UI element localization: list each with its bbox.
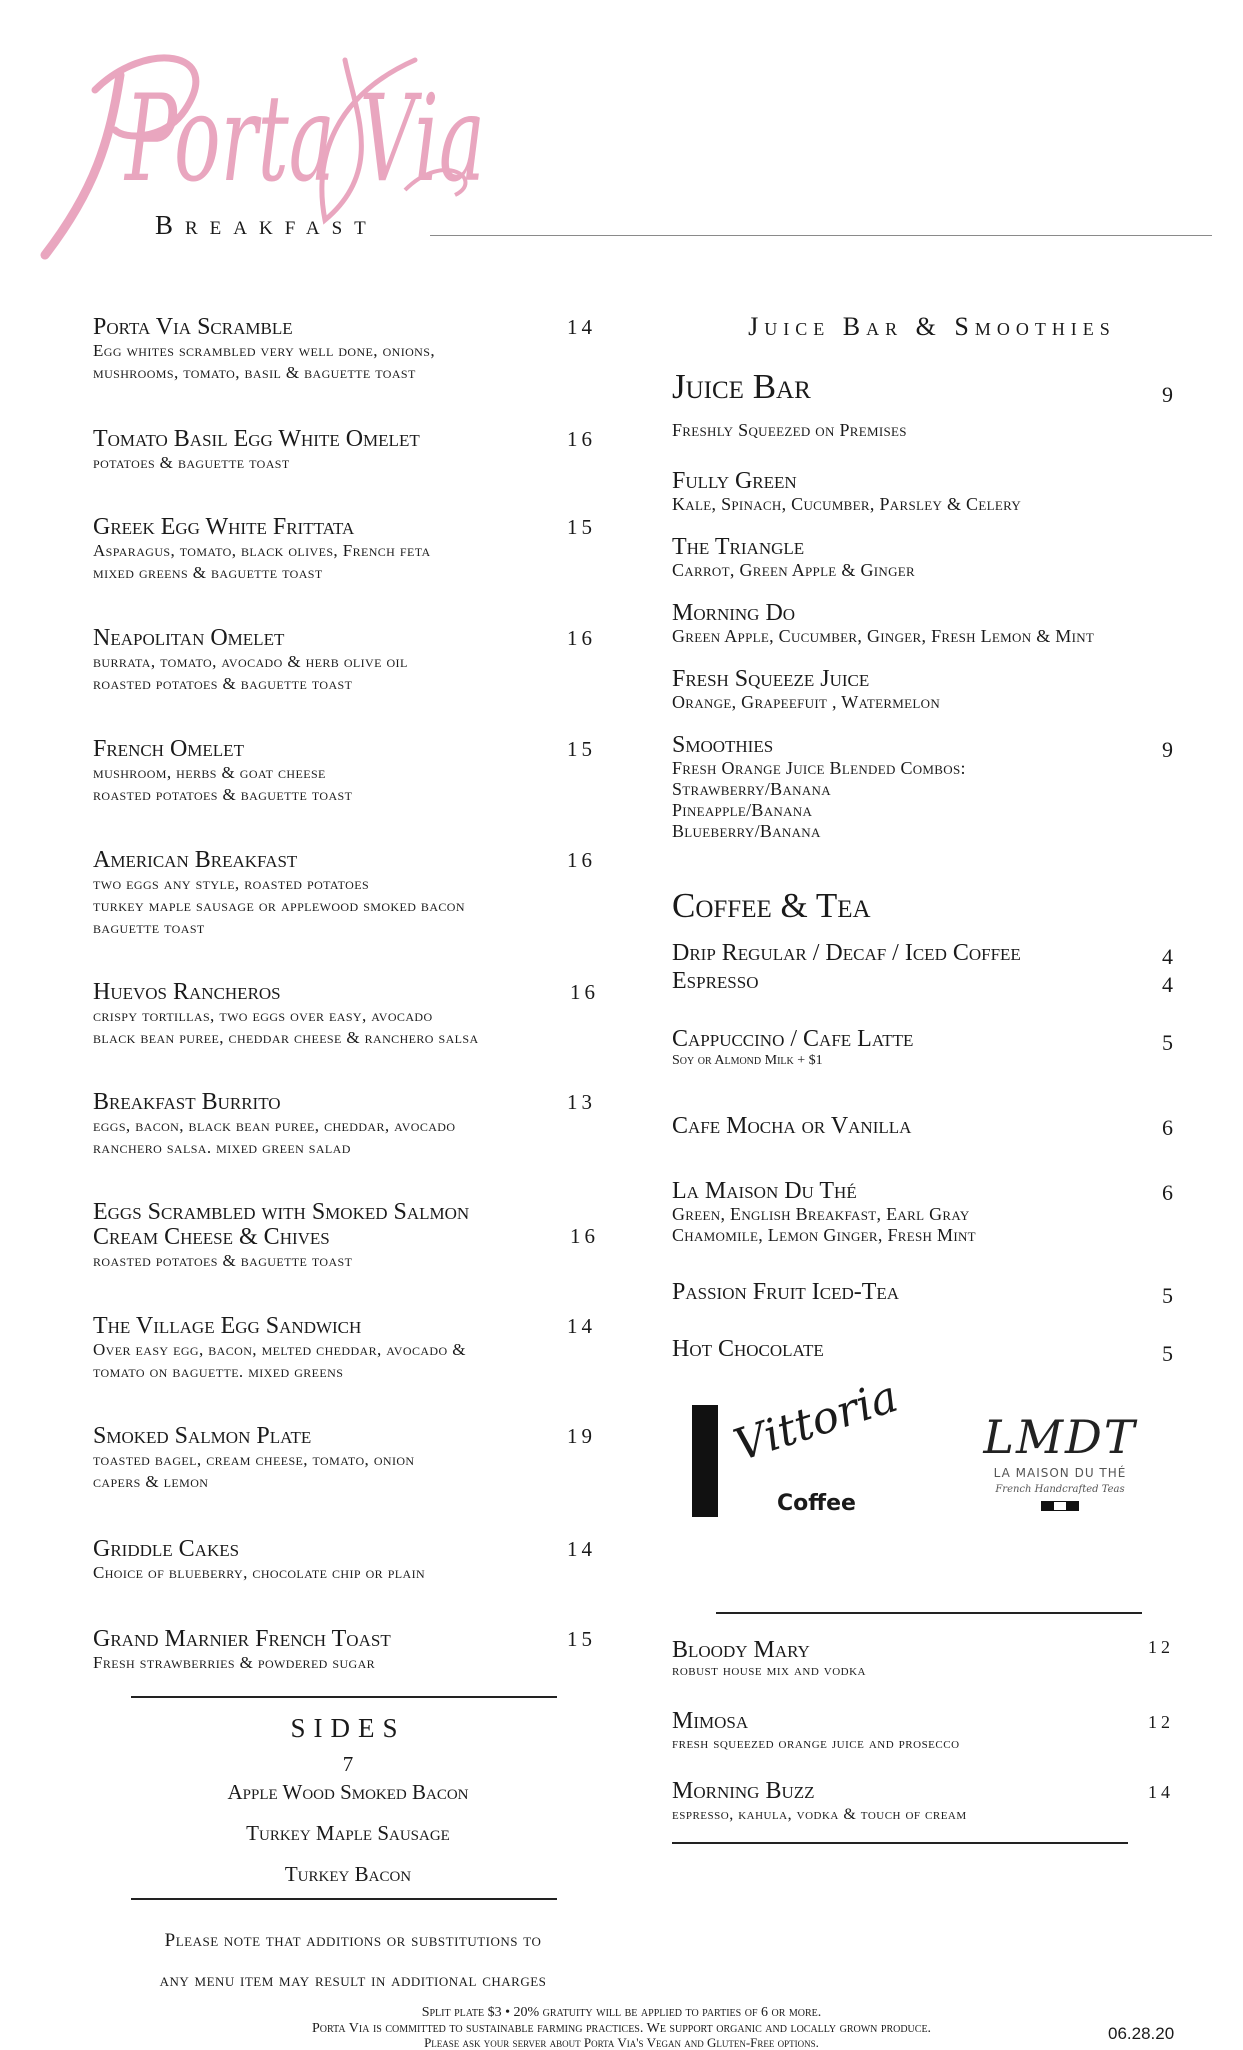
lmdt-flag-icon [1041,1501,1079,1511]
vittoria-wordmark: Vittoria [728,1371,904,1472]
menu-item-desc: baguette toast [93,918,205,937]
menu-item-name: American Breakfast [93,847,298,873]
coffee-item: La Maison Du Thé [672,1178,857,1204]
coffee-price: 4 [1162,944,1175,969]
vittoria-bar [692,1405,718,1517]
coffee-item: Cafe Mocha or Vanilla [672,1113,912,1139]
cocktail-price: 12 [1148,1637,1174,1657]
menu-item-desc: mushrooms, tomato, basil & baguette toast [93,363,416,382]
menu-item [93,1200,603,1272]
menu-item [93,848,603,939]
menu-item-price: 16 [567,626,596,650]
menu-item-price: 15 [567,737,596,761]
porta-via-logo [25,20,495,280]
footer-line-2: Porta Via is committed to sustainable farming practices. We support organic and locally grown produce. [311,2021,932,2036]
menu-item-desc: Fresh strawberries & powdered sugar [93,1653,376,1672]
menu-item-name: Grand Marnier French Toast [93,1626,391,1652]
menu-item [93,515,603,584]
lmdt-name: LA MAISON DU THÉ [993,1466,1127,1480]
sides-title: SIDES [290,1713,406,1743]
menu-item-desc: Over easy egg, bacon, melted cheddar, avocado & [93,1340,466,1359]
menu-item-price: 16 [570,1224,599,1248]
cocktails-bottom-rule [672,1842,1128,1844]
lmdt-tagline: French Handcrafted Teas [995,1484,1125,1495]
menu-date: 06.28.20 [1108,2024,1175,2043]
smoothies-desc: Pineapple/Banana [672,800,813,820]
cocktail-desc: espresso, kahula, vodka & touch of cream [672,1806,967,1823]
smoothies-name: Smoothies [672,732,774,758]
juice-bar-title: Juice Bar [672,367,811,406]
menu-item [93,1537,603,1584]
menu-item-name: Porta Via Scramble [93,314,293,340]
menu-item [93,737,603,806]
logo-text: Porta Via [123,70,486,209]
menu-item-name-line2: Cream Cheese & Chives [93,1224,330,1250]
menu-item-desc: potatoes & baguette toast [93,453,290,472]
juice-name: Fresh Squeeze Juice [672,666,870,692]
menu-item-desc: roasted potatoes & baguette toast [93,785,353,804]
menu-item [93,980,603,1049]
smoothies-desc: Blueberry/Banana [672,821,821,841]
menu-item-price: 14 [567,1537,596,1561]
coffee-price: 5 [1162,1030,1175,1055]
coffee-item: Hot Chocolate [672,1336,824,1362]
coffee-price: 6 [1162,1180,1175,1205]
coffee-note: Soy or Almond Milk + $1 [672,1053,823,1068]
juice-name: Fully Green [672,468,797,494]
menu-item-name: Huevos Rancheros [93,979,281,1005]
coffee-item: Passion Fruit Iced-Tea [672,1279,900,1305]
vittoria-sub: Coffee [777,1491,856,1516]
coffee-price: 5 [1162,1341,1175,1366]
menu-item-price: 16 [567,427,596,451]
menu-item-name: Eggs Scrambled with Smoked Salmon [93,1199,470,1225]
cocktail-desc: robust house mix and vodka [672,1662,867,1679]
menu-item-desc: turkey maple sausage or applewood smoked bacon [93,896,465,915]
lmdt-logo [960,1410,1160,1530]
menu-item [93,1627,603,1674]
juice-section-title: Juice Bar & Smoothies [748,312,1116,341]
header-rule [430,235,1212,236]
menu-item-desc: Asparagus, tomato, black olives, French feta [93,541,431,560]
menu-item-desc: roasted potatoes & baguette toast [93,1251,353,1270]
menu-item-desc: two eggs any style, roasted potatoes [93,874,370,893]
menu-item-desc: ranchero salsa. mixed green salad [93,1138,351,1157]
menu-item-desc: Egg whites scrambled very well done, onions, [93,341,435,360]
menu-item-name: Griddle Cakes [93,1536,240,1562]
juice-name: The Triangle [672,534,805,560]
coffee-desc: Chamomile, Lemon Ginger, Fresh Mint [672,1225,976,1245]
cocktail-name: Mimosa [672,1708,749,1734]
menu-item-desc: black bean puree, cheddar cheese & ranchero salsa [93,1028,479,1047]
smoothies-desc: Strawberry/Banana [672,779,831,799]
side-item: Turkey Maple Sausage [246,1821,450,1845]
menu-item-name: French Omelet [93,736,244,762]
cocktail-name: Morning Buzz [672,1778,815,1804]
note-line-2: any menu item may result in additional charges [159,1970,547,1991]
menu-item-desc: mixed greens & baguette toast [93,563,323,582]
menu-item [93,315,603,384]
cocktail-name: Bloody Mary [672,1637,810,1663]
menu-item-name: Neapolitan Omelet [93,625,285,651]
coffee-title: Coffee & Tea [672,886,871,925]
juice-desc: Carrot, Green Apple & Ginger [672,560,915,580]
coffee-item: Drip Regular / Decaf / Iced Coffee [672,940,1021,966]
menu-item-price: 14 [567,315,596,339]
menu-subtitle: Breakfast [155,210,378,240]
lmdt-mark: LMDT [983,1410,1137,1464]
coffee-price: 6 [1162,1115,1175,1140]
footer-line-3: Please ask your server about Porta Via's Vegan and Gluten-Free options. [424,2035,819,2050]
menu-item-name: The Village Egg Sandwich [93,1313,362,1339]
menu-item [93,427,603,474]
side-item: Apple Wood Smoked Bacon [227,1780,469,1804]
footer-line-1: Split plate $3 • 20% gratuity will be applied to parties of 6 or more. [421,2005,822,2020]
menu-item-price: 14 [567,1314,596,1338]
juice-bar-subtitle: Freshly Squeezed on Premises [672,420,907,440]
menu-item-price: 15 [567,1627,596,1651]
sides-top-rule [131,1696,557,1698]
menu-item-desc: Choice of blueberry, chocolate chip or plain [93,1563,426,1582]
menu-item [93,626,603,695]
juice-desc: Orange, Grapeefuit , Watermelon [672,692,941,712]
menu-item-desc: burrata, tomato, avocado & herb olive oil [93,652,408,671]
cocktail-price: 14 [1148,1782,1174,1802]
coffee-item: Cappuccino / Cafe Latte [672,1026,914,1052]
menu-item-price: 13 [567,1090,596,1114]
menu-item-price: 19 [567,1424,596,1448]
cocktail-desc: fresh squeezed orange juice and prosecco [672,1735,960,1752]
menu-item-desc: toasted bagel, cream cheese, tomato, onion [93,1450,415,1469]
side-item: Turkey Bacon [284,1862,412,1886]
menu-item-desc: mushroom, herbs & goat cheese [93,763,326,782]
cocktail-price: 12 [1148,1712,1174,1732]
menu-item-name: Tomato Basil Egg White Omelet [93,426,420,452]
coffee-price: 4 [1162,972,1175,997]
smoothies-desc: Fresh Orange Juice Blended Combos: [672,758,966,778]
juice-name: Morning Do [672,600,796,626]
menu-item-desc: eggs, bacon, black bean puree, cheddar, avocado [93,1116,456,1135]
smoothies-price: 9 [1162,737,1175,762]
menu-item-name: Breakfast Burrito [93,1089,281,1115]
cocktails-top-rule [716,1612,1142,1614]
menu-item-desc: crispy tortillas, two eggs over easy, avocado [93,1006,433,1025]
juice-desc: Green Apple, Cucumber, Ginger, Fresh Lemon & Mint [672,626,1095,646]
menu-item-price: 15 [567,515,596,539]
menu-item-desc: tomato on baguette. mixed greens [93,1362,344,1381]
sides-bottom-rule [131,1898,557,1900]
coffee-desc: Green, English Breakfast, Earl Gray [672,1204,970,1224]
vittoria-coffee-logo [692,1371,904,1525]
menu-item-name: Greek Egg White Frittata [93,514,355,540]
menu-item [93,1424,603,1493]
menu-item-price: 16 [570,980,599,1004]
coffee-item: Espresso [672,968,759,994]
sides-price: 7 [342,1752,354,1776]
menu-item-name: Smoked Salmon Plate [93,1423,312,1449]
menu-item-desc: roasted potatoes & baguette toast [93,674,353,693]
menu-item [93,1314,603,1383]
menu-item-price: 16 [567,848,596,872]
juice-desc: Kale, Spinach, Cucumber, Parsley & Celery [672,494,1022,514]
note-line-1: Please note that additions or substitutions to [164,1930,542,1951]
menu-item-desc: capers & lemon [93,1472,209,1491]
coffee-price: 5 [1162,1283,1175,1308]
menu-item [93,1090,603,1159]
juice-bar-price: 9 [1162,382,1175,407]
